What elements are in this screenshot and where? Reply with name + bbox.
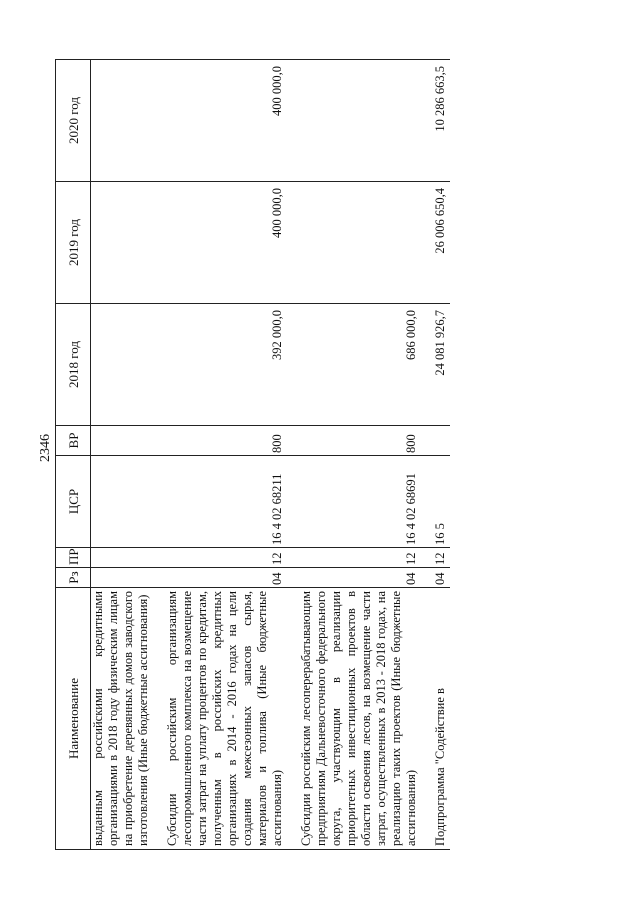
row-rz [91, 568, 154, 588]
header-vr: ВР [56, 426, 91, 456]
row-vr [433, 426, 450, 456]
budget-table [55, 59, 450, 850]
row-2018: 392 000,0 [165, 304, 287, 426]
header-2018: 2018 год [56, 304, 91, 426]
table-row [433, 60, 450, 850]
row-2018 [91, 304, 154, 426]
table-header-row [56, 60, 91, 850]
row-vr: 800 [299, 426, 421, 456]
row-name: Субсидии российским организациям лесопромышленного комплекса на возмещение части затрат на уплату процентов по кредитам, полученным в российских кредитных организациях в 2014 - 2016 годах на цели создания межсезонных запасов сырья, материалов и топлива (Иные бюджетные ассигнования) [165, 588, 287, 850]
row-2019: 400 000,0 [165, 182, 287, 304]
header-csr: ЦСР [56, 456, 91, 548]
row-2020 [91, 60, 154, 182]
row-2019 [91, 182, 154, 304]
row-csr: 16 4 02 68691 [299, 456, 421, 548]
row-2019 [299, 182, 421, 304]
header-2020: 2020 год [56, 60, 91, 182]
row-pr: 12 [165, 548, 287, 568]
row-csr: 16 5 [433, 456, 450, 548]
row-pr [91, 548, 154, 568]
row-csr [91, 456, 154, 548]
row-vr: 800 [165, 426, 287, 456]
row-name: выданным российскими кредитными организациями в 2018 году физическим лицам на приобретение деревянных домов заводского изготовления (Иные бюджетные ассигнования) [91, 588, 154, 850]
row-2020 [299, 60, 421, 182]
header-name: Наименование [56, 588, 91, 850]
row-rz: 04 [299, 568, 421, 588]
row-csr: 16 4 02 68211 [165, 456, 287, 548]
row-name: Субсидии российским лесоперерабатывающим предприятиям Дальневосточного федерального округа, участвующим в реализации приоритетных инвестиционных проектов в области освоения лесов, на возмещение части затрат, осуществленных в 2013 - 2018 годах, на реализацию таких проектов (Иные бюджетные ассигнования) [299, 588, 421, 850]
row-2020: 400 000,0 [165, 60, 287, 182]
row-2019: 26 006 650,4 [433, 182, 450, 304]
page-number: 2346 [38, 434, 53, 462]
row-vr [91, 426, 154, 456]
header-pr: ПР [56, 548, 91, 568]
budget-table-container [55, 60, 595, 850]
row-pr: 12 [299, 548, 421, 568]
row-2018: 24 081 926,7 [433, 304, 450, 426]
row-rz: 04 [433, 568, 450, 588]
row-2020: 10 286 663,5 [433, 60, 450, 182]
header-2019: 2019 год [56, 182, 91, 304]
table-row [165, 60, 287, 850]
table-row [91, 60, 154, 850]
table-row [299, 60, 421, 850]
header-rz: Рз [56, 568, 91, 588]
row-name: Подпрограмма "Содействие в [433, 588, 450, 850]
row-2018: 686 000,0 [299, 304, 421, 426]
row-pr: 12 [433, 548, 450, 568]
row-rz: 04 [165, 568, 287, 588]
